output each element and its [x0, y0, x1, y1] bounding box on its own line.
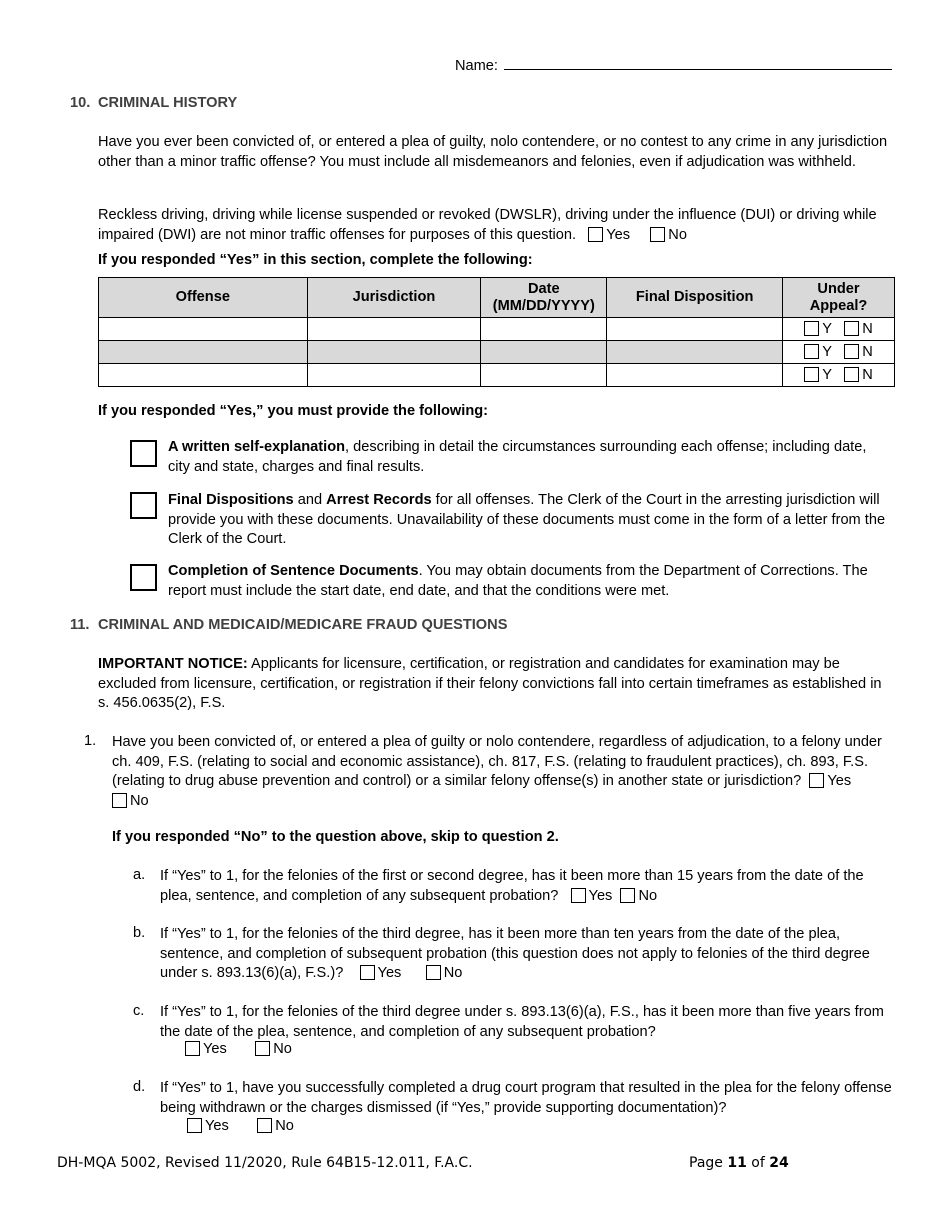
sub-question-c: [160, 1003, 895, 1042]
appeal-n-label: N: [862, 344, 873, 360]
no-label: No: [443, 965, 463, 981]
sub-question-b: [160, 925, 895, 984]
col-date: [481, 278, 607, 318]
final-dispositions-item: [168, 491, 888, 550]
appeal-n-checkbox[interactable]: [844, 367, 859, 382]
yes-label: Yes: [827, 773, 852, 789]
no-label: No: [275, 1118, 294, 1134]
table-row: [99, 318, 895, 341]
col-offense: Offense: [99, 278, 308, 318]
item-bold: Completion of Sentence Documents: [168, 563, 419, 579]
sentence-documents-checkbox[interactable]: [130, 564, 157, 591]
section-title: CRIMINAL AND MEDICAID/MEDICARE FRAUD QUESTIONS: [98, 617, 508, 633]
table-header-row: [99, 278, 895, 318]
item-text: . You may obtain documents from the Department of Corrections. The report must include the start date, end date, and that the conditions were met.: [168, 563, 868, 599]
appeal-n-label: N: [862, 321, 873, 337]
provide-intro: If you responded “Yes,” you must provide the following:: [98, 403, 489, 419]
jurisdiction-cell[interactable]: [307, 341, 481, 364]
sub-question-text: If “Yes” to 1, for the felonies of the third degree, has it been more than ten years from the date of the plea, sentence, and completion of subsequent probation (this question does not apply to felonies of the third degree under s. 893.13(6)(a), F.S.)?: [160, 926, 870, 981]
col-jurisdiction: Jurisdiction: [307, 278, 481, 318]
sub-question-d: [160, 1079, 895, 1118]
offense-cell[interactable]: [99, 341, 308, 364]
table-row: [99, 364, 895, 387]
item-bold: Final Dispositions: [168, 492, 294, 508]
yes-checkbox[interactable]: [185, 1041, 200, 1056]
sub-question-text: If “Yes” to 1, have you successfully completed a drug court program that resulted in the plea for the felony offense being withdrawn or the charges dismissed (if “Yes,” provide supporting documentation)?: [160, 1080, 892, 1116]
yes-label: Yes: [203, 1041, 227, 1057]
criminal-history-table: [98, 277, 895, 387]
yes-label: Yes: [205, 1118, 229, 1134]
yes-checkbox[interactable]: [187, 1118, 202, 1133]
date-cell[interactable]: [481, 341, 607, 364]
no-checkbox[interactable]: [257, 1118, 272, 1133]
item-text: , describing in detail the circumstances surrounding each offense; including date, city and state, charges and final results.: [168, 439, 867, 475]
sentence-documents-item: [168, 562, 888, 601]
section-title: CRIMINAL HISTORY: [98, 95, 238, 111]
sub-question-a: [160, 867, 895, 906]
sub-question-label: a.: [133, 867, 146, 883]
no-checkbox[interactable]: [426, 965, 441, 980]
notice-label: IMPORTANT NOTICE:: [98, 656, 248, 672]
appeal-y-checkbox[interactable]: [804, 321, 819, 336]
page-of: of: [751, 1155, 765, 1171]
appeal-cell: [783, 318, 895, 341]
appeal-cell: [783, 364, 895, 387]
no-label: No: [130, 792, 149, 809]
jurisdiction-cell[interactable]: [307, 364, 481, 387]
table-row: [99, 341, 895, 364]
no-checkbox[interactable]: [650, 227, 665, 242]
question-1-text: Have you been convicted of, or entered a plea of guilty or nolo contendere, regardless of adjudication, to a felony under ch. 409, F.S. (relating to social and economic assistance), ch. 817, F.S. (relating to fraudulent practices), ch. 893, F.S. (relating to drug abuse prevention and control) or a similar felony offense(s) in another state or jurisdiction?: [112, 734, 882, 789]
sub-question-label: d.: [133, 1079, 146, 1095]
col-final-disposition: Final Disposition: [607, 278, 783, 318]
sub-question-label: b.: [133, 925, 146, 941]
section-10-heading: [70, 95, 237, 111]
appeal-n-checkbox[interactable]: [844, 344, 859, 359]
final-dispositions-checkbox[interactable]: [130, 492, 157, 519]
page-word: Page: [689, 1155, 723, 1171]
section-11-heading: [70, 617, 507, 633]
yes-label: Yes: [377, 965, 402, 981]
yes-checkbox[interactable]: [571, 888, 586, 903]
name-field[interactable]: [455, 55, 892, 74]
col-date-label: Date (MM/DD/YYYY): [492, 280, 595, 314]
appeal-y-label: Y: [822, 344, 833, 360]
criminal-history-question: Have you ever been convicted of, or entered a plea of guilty, nolo contendere, or no contest to any crime in any jurisdiction other than a minor traffic offense? You must include all misdemeanors and felonies, even if adjudication was withheld.: [98, 134, 888, 170]
table-intro: If you responded “Yes” in this section, complete the following:: [98, 252, 533, 268]
item-bold-2: Arrest Records: [326, 492, 432, 508]
skip-note: If you responded “No” to the question above, skip to question 2.: [112, 829, 559, 845]
name-input-line[interactable]: [504, 55, 892, 70]
self-explanation-checkbox[interactable]: [130, 440, 157, 467]
no-checkbox[interactable]: [620, 888, 635, 903]
page-total: 24: [769, 1155, 789, 1171]
appeal-y-checkbox[interactable]: [804, 344, 819, 359]
question-1: [112, 733, 892, 811]
yes-checkbox[interactable]: [588, 227, 603, 242]
yes-checkbox[interactable]: [360, 965, 375, 980]
appeal-y-label: Y: [822, 321, 833, 337]
yes-label: Yes: [606, 226, 631, 243]
offense-cell[interactable]: [99, 364, 308, 387]
offense-cell[interactable]: [99, 318, 308, 341]
section-number: 10.: [70, 95, 91, 111]
form-identifier: DH-MQA 5002, Revised 11/2020, Rule 64B15-12.011, F.A.C.: [57, 1155, 473, 1171]
appeal-y-label: Y: [822, 367, 833, 383]
no-checkbox[interactable]: [112, 793, 127, 808]
important-notice: [98, 655, 893, 714]
item-mid: and: [293, 492, 327, 508]
col-under-appeal: [783, 278, 895, 318]
date-cell[interactable]: [481, 364, 607, 387]
disposition-cell[interactable]: [607, 341, 783, 364]
sub-d-answer: [187, 1118, 294, 1134]
sub-question-label: c.: [133, 1003, 145, 1019]
notice-text: Applicants for licensure, certification, or registration and candidates for examination may be excluded from licensure, certification, or registration if their felony convictions fall into certain timeframes as established in s. 456.0635(2), F.S.: [98, 656, 882, 711]
no-checkbox[interactable]: [255, 1041, 270, 1056]
question-1-number: 1.: [84, 733, 97, 749]
page-current: 11: [727, 1155, 747, 1171]
appeal-y-checkbox[interactable]: [804, 367, 819, 382]
date-cell[interactable]: [481, 318, 607, 341]
item-bold: A written self-explanation: [168, 439, 346, 455]
no-label: No: [273, 1041, 292, 1057]
self-explanation-item: [168, 438, 888, 477]
appeal-n-label: N: [862, 367, 873, 383]
no-label: No: [668, 226, 687, 243]
item-text: for all offenses. The Clerk of the Court in the arresting jurisdiction will provide you with these documents. Unavailability of these documents must come in the form of a letter from the Clerk of the Court.: [168, 492, 886, 547]
no-label: No: [638, 887, 658, 904]
sub-c-answer: [185, 1041, 292, 1057]
appeal-n-checkbox[interactable]: [844, 321, 859, 336]
col-under-appeal-label: Under Appeal?: [809, 280, 868, 314]
section-number: 11.: [70, 617, 90, 633]
sub-question-text: If “Yes” to 1, for the felonies of the third degree under s. 893.13(6)(a), F.S., has it been more than five years from the date of the plea, sentence, and completion of any subsequent probation?: [160, 1004, 884, 1040]
sub-question-text: If “Yes” to 1, for the felonies of the first or second degree, has it been more than 15 years from the date of the plea, sentence, and completion of any subsequent probation?: [160, 868, 864, 904]
jurisdiction-cell[interactable]: [307, 318, 481, 341]
minor-traffic-text: Reckless driving, driving while license suspended or revoked (DWSLR), driving under the influence (DUI) or driving while impaired (DWI) are not minor traffic offenses for purposes of this question.: [98, 207, 877, 243]
disposition-cell[interactable]: [607, 364, 783, 387]
yes-checkbox[interactable]: [809, 773, 824, 788]
yes-label: Yes: [588, 887, 613, 904]
minor-traffic-note: [98, 206, 893, 245]
name-label: Name:: [455, 58, 498, 74]
appeal-cell: [783, 341, 895, 364]
page-number: [689, 1155, 789, 1171]
disposition-cell[interactable]: [607, 318, 783, 341]
